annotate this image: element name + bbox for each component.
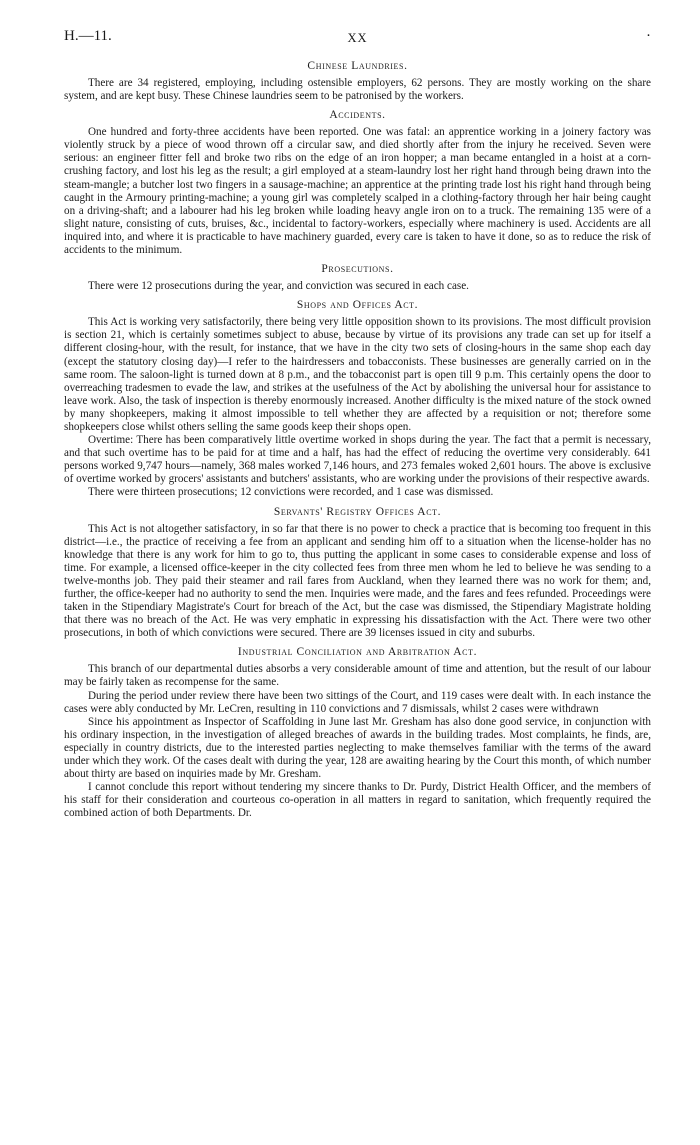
paragraph: Overtime: There has been comparatively little overtime worked in shops during the year. The fact that a permit is necessary, and that such overtime has to be paid for at time and a half, has had the effect of reducing the overtime very considerably. 641 persons worked 9,747 hours—namely, 368 males worked 7,146 hours, and 273 females woked 2,601 hours. The above is exclusive of overtime worked by grocers' assistants and butchers' assistants, who are working under the provisions of their respective awards.: [64, 434, 651, 486]
paragraph: During the period under review there have been two sittings of the Court, and 119 cases were dealt with. In each instance the cases were ably conducted by Mr. LeCren, resulting in 110 convictions and 7 dismissals, whilst 2 cases were withdrawn: [64, 689, 651, 715]
section-industrial-conciliation: [64, 646, 651, 820]
header-mark: ·: [646, 28, 651, 44]
paragraph: One hundred and forty-three accidents have been reported. One was fatal: an apprentice working in a joinery factory was violently struck by a piece of wood thrown off a circular saw, and died shortly after from the injury he received. Seven were serious: an engineer fitter fell and broke two ribs on the edge of an iron hopper; a man became entangled in a hoist at a corn-crushing factory, and lost his leg as the result; a girl employed at a steam-laundry lost her right hand through being drawn into the steam-mangle; a butcher lost two fingers in a sausage-machine; an apprentice at the printing trade lost his right hand through being caught in the Armoury printing-machine; a young girl was completely scalped in a clothing-factory through her hair being caught on a driving-shaft; and a labourer had his leg broken while loading heavy angle iron on to a truck. The remaining 135 were of a slight nature, consisting of cuts, bruises, &c., incidental to factory-workers, especially where machinery is used. Accidents are all inquired into, and where it is practicable to have machinery guarded, every care is taken to have it done, so as to reduce the risk of accidents to the minimum.: [64, 126, 651, 257]
section-heading: Chinese Laundries.: [307, 60, 408, 72]
paragraph: This branch of our departmental duties absorbs a very considerable amount of time and attention, but the result of our labour may be fairly taken as recompense for the same.: [64, 663, 651, 689]
document-code: H.—11.: [64, 28, 112, 44]
section-heading: Prosecutions.: [321, 263, 394, 276]
section-prosecutions: [64, 263, 651, 293]
paragraph: There are 34 registered, employing, including ostensible employers, 62 persons. They are mostly working on the share system, and are kept busy. These Chinese laundries seem to be patronised by the workers.: [64, 77, 651, 103]
section-chinese-laundries: [64, 60, 651, 103]
section-accidents: [64, 109, 651, 257]
paragraph: There were 12 prosecutions during the year, and conviction was secured in each case.: [88, 280, 469, 293]
section-heading: Accidents.: [329, 109, 386, 122]
section-servants-registry: [64, 506, 651, 641]
page-number: XX: [347, 31, 368, 45]
section-heading: Industrial Conciliation and Arbitration Act.: [237, 646, 478, 659]
paragraph: This Act is not altogether satisfactory, in so far that there is no power to check a practice that is becoming too frequent in this district—i.e., the practice of receiving a fee from an applicant and sending him off to a situation when the license-holder has no knowledge that there is any work for him to go to, thus putting the applicant in some cases to considerable expense and loss of time. For example, a licensed office-keeper in the city collected fees from three men whom he led to believe he was sending to a twelve-months job. They paid their steamer and rail fares from Auckland, when they learned there was no work for them; and, further, the office-keeper had no authority to send the men. Inquiries were made, and the fares and fees refunded. Proceedings were taken in the Stipendiary Magistrate's Court for breach of the Act, but the case was dismissed, the Stipendiary Magistrate holding that there was no breach of the Act. He was very emphatic in expressing his dissatisfaction with the Act. There were two other prosecutions, in both of which convictions were secured. There are 39 licenses issued in city and suburbs.: [64, 522, 651, 640]
paragraph: There were thirteen prosecutions; 12 convictions were recorded, and 1 case was dismissed.: [88, 486, 494, 499]
paragraph: I cannot conclude this report without tendering my sincere thanks to Dr. Purdy, District Health Officer, and the members of his staff for their consideration and courteous co-operation in all matters in regard to sanitation, which frequently required the combined action of both Departments. Dr.: [64, 781, 651, 820]
section-heading: Servants' Registry Offices Act.: [273, 505, 442, 518]
page-header: [64, 30, 651, 52]
section-shops-offices-act: [64, 299, 651, 499]
paragraph: This Act is working very satisfactorily, there being very little opposition shown to its provisions. The most difficult provision is section 21, which is certainly sometimes subject to abuse, because by virtue of its provisions any trade can set up for itself a different closing-hour, with the result, for instance, that we have in the city two sets of closing-hours in the same shop each day (except the statutory closing day)—I refer to the hairdressers and tobacconists. These businesses are generally carried on in the same room. The saloon-light is turned down at 8 p.m., and the tobacconist part is open till 9 p.m. This certainly opens the door to overreaching tradesmen to evade the law, and strikes at the usefulness of the Act by abolishing the universal hour for assistance to leave work. Also, the task of inspection is thereby enormously increased. Another difficulty is the mixed nature of the stock owned by many shopkeepers, making it almost impossible to tell whether they are affected by a requisition or not; therefore some shopkeepers close whilst others selling the same goods keep their shops open.: [64, 316, 651, 433]
paragraph: Since his appointment as Inspector of Scaffolding in June last Mr. Gresham has also done good service, in conjunction with his ordinary inspection, in the investigation of alleged breaches of awards in the building trades. Most complaints, he finds, are, especially in country districts, due to the interested parties neglecting to make themselves familiar with the terms of the award under which they work. Of the cases dealt with during the year, 128 are awaiting hearing by the Court this month, of which number about thirty are based on inquiries made by Mr. Gresham.: [64, 715, 651, 781]
section-heading: Shops and Offices Act.: [296, 299, 419, 312]
